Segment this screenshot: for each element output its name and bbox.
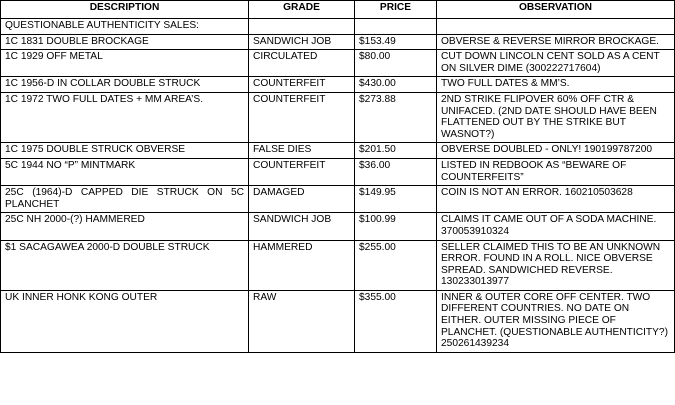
table-row xyxy=(1,34,675,50)
price-cell: $430.00 xyxy=(355,77,437,93)
observation-cell: 2ND STRIKE FLIPOVER 60% OFF CTR & UNIFACED. (2ND DATE SHOULD HAVE BEEN FLATTENED OUT BY THE STRIKE BUT WASNOT?) xyxy=(437,92,675,142)
observation-cell: LISTED IN REDBOOK AS “BEWARE OF COUNTERFEITS” xyxy=(437,158,675,185)
section-row xyxy=(1,19,675,35)
description-cell: 1C 1972 TWO FULL DATES + MM AREA’S. xyxy=(1,92,249,142)
description-cell: 1C 1831 DOUBLE BROCKAGE xyxy=(1,34,249,50)
description-header: DESCRIPTION xyxy=(1,1,249,19)
grade-cell: COUNTERFEIT xyxy=(249,92,355,142)
grade-cell: FALSE DIES xyxy=(249,143,355,159)
observation-cell: SELLER CLAIMED THIS TO BE AN UNKNOWN ERROR. FOUND IN A ROLL. NICE OBVERSE SPREAD. SANDWICHED REVERSE. 130233013977 xyxy=(437,240,675,290)
price-cell: $36.00 xyxy=(355,158,437,185)
grade-cell: DAMAGED xyxy=(249,186,355,213)
observation-cell: OBVERSE DOUBLED - ONLY! 190199787200 xyxy=(437,143,675,159)
description-cell: 5C 1944 NO “P” MINTMARK xyxy=(1,158,249,185)
grade-cell: SANDWICH JOB xyxy=(249,213,355,240)
table-row xyxy=(1,92,675,142)
header-row xyxy=(1,1,675,19)
description-cell: 25C NH 2000-(?) HAMMERED xyxy=(1,213,249,240)
price-cell: $201.50 xyxy=(355,143,437,159)
price-cell: $100.99 xyxy=(355,213,437,240)
grade-cell: CIRCULATED xyxy=(249,50,355,77)
price-cell: $273.88 xyxy=(355,92,437,142)
table-row xyxy=(1,143,675,159)
section-title: QUESTIONABLE AUTHENTICITY SALES: xyxy=(1,19,249,35)
observation-header: OBSERVATION xyxy=(437,1,675,19)
description-cell: 1C 1956-D IN COLLAR DOUBLE STRUCK xyxy=(1,77,249,93)
grade-cell: HAMMERED xyxy=(249,240,355,290)
grade-cell: COUNTERFEIT xyxy=(249,158,355,185)
observation-cell: COIN IS NOT AN ERROR. 160210503628 xyxy=(437,186,675,213)
grade-cell: RAW xyxy=(249,290,355,352)
description-cell: UK INNER HONK KONG OUTER xyxy=(1,290,249,352)
table-row xyxy=(1,213,675,240)
observation-cell: CLAIMS IT CAME OUT OF A SODA MACHINE. 370053910324 xyxy=(437,213,675,240)
description-cell: 1C 1929 OFF METAL xyxy=(1,50,249,77)
description-cell: 25C (1964)-D CAPPED DIE STRUCK ON 5C PLANCHET xyxy=(1,186,249,213)
grade-header: GRADE xyxy=(249,1,355,19)
description-cell: 1C 1975 DOUBLE STRUCK OBVERSE xyxy=(1,143,249,159)
price-cell: $153.49 xyxy=(355,34,437,50)
table-row xyxy=(1,290,675,352)
observation-cell: TWO FULL DATES & MM’S. xyxy=(437,77,675,93)
description-cell: $1 SACAGAWEA 2000-D DOUBLE STRUCK xyxy=(1,240,249,290)
price-cell: $355.00 xyxy=(355,290,437,352)
table-row xyxy=(1,50,675,77)
grade-cell: SANDWICH JOB xyxy=(249,34,355,50)
price-header: PRICE xyxy=(355,1,437,19)
price-cell: $149.95 xyxy=(355,186,437,213)
table-row xyxy=(1,240,675,290)
observation-cell: OBVERSE & REVERSE MIRROR BROCKAGE. xyxy=(437,34,675,50)
table-row xyxy=(1,186,675,213)
price-cell: $255.00 xyxy=(355,240,437,290)
grade-cell: COUNTERFEIT xyxy=(249,77,355,93)
table-row xyxy=(1,77,675,93)
price-cell: $80.00 xyxy=(355,50,437,77)
observation-cell: CUT DOWN LINCOLN CENT SOLD AS A CENT ON SILVER DIME (300222717604) xyxy=(437,50,675,77)
table-row xyxy=(1,158,675,185)
observation-cell: INNER & OUTER CORE OFF CENTER. TWO DIFFERENT COUNTRIES. NO DATE ON EITHER. OUTER MISSING PIECE OF PLANCHET. (QUESTIONABLE AUTHENTICITY?) 250261439234 xyxy=(437,290,675,352)
